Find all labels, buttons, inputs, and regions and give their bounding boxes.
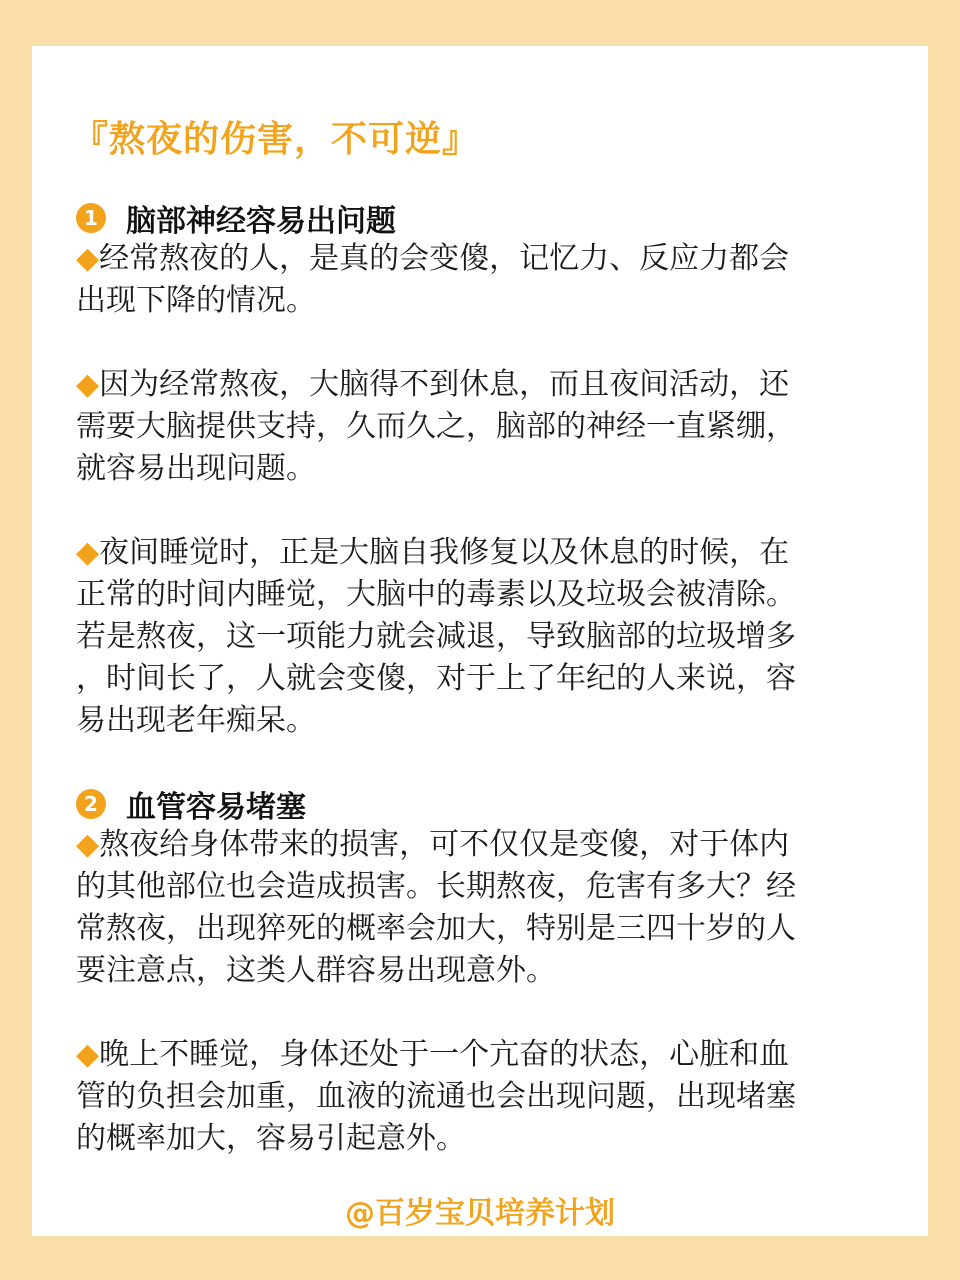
paragraph-line: 的其他部位也会造成损害。长期熬夜，危害有多大？经 xyxy=(76,869,796,904)
diamond-icon: ◆ xyxy=(76,535,100,570)
footer-handle: @百岁宝贝培养计划 xyxy=(345,1196,615,1231)
section-2-title: 血管容易堵塞 xyxy=(126,790,306,825)
section-1-title: 脑部神经容易出问题 xyxy=(126,204,396,239)
diamond-icon: ◆ xyxy=(76,827,100,862)
paragraph xyxy=(76,238,888,322)
paragraph-line: 若是熬夜，这一项能力就会减退，导致脑部的垃圾增多 xyxy=(76,619,796,654)
paragraph-line: 要注意点，这类人群容易出现意外。 xyxy=(76,953,556,988)
paragraph-line: ，时间长了，人就会变傻，对于上了年纪的人来说，容 xyxy=(76,661,796,696)
paragraph-line: 熬夜给身体带来的损害，可不仅仅是变傻，对于体内 xyxy=(99,827,790,862)
paragraph-line: 经常熬夜的人，是真的会变傻，记忆力、反应力都会 xyxy=(99,241,790,276)
paragraph xyxy=(76,1034,888,1160)
paragraph-line: 因为经常熬夜，大脑得不到休息，而且夜间活动，还 xyxy=(99,367,790,402)
paragraph-line: 正常的时间内睡觉，大脑中的毒素以及垃圾会被清除。 xyxy=(76,577,796,612)
paragraph-line: 的概率加大，容易引起意外。 xyxy=(76,1121,466,1156)
paragraph-line: 管的负担会加重，血液的流通也会出现问题，出现堵塞 xyxy=(76,1079,796,1114)
paragraph-line: 夜间睡觉时，正是大脑自我修复以及休息的时候，在 xyxy=(99,535,790,570)
section-1-header xyxy=(76,196,396,240)
paragraph-line: 易出现老年痴呆。 xyxy=(76,703,316,738)
number-1-icon: 1 xyxy=(76,203,106,233)
paragraph xyxy=(76,364,888,490)
diamond-icon: ◆ xyxy=(76,367,100,402)
number-2-icon: 2 xyxy=(76,789,106,819)
diamond-icon: ◆ xyxy=(76,241,100,276)
section-2-header xyxy=(76,782,306,826)
paragraph-line: 需要大脑提供支持，久而久之，脑部的神经一直紧绷， xyxy=(76,409,796,444)
page-title: 『熬夜的伤害，不可逆』 xyxy=(72,119,480,160)
paragraph-line: 就容易出现问题。 xyxy=(76,451,316,486)
paragraph xyxy=(76,824,888,992)
paragraph-line: 晚上不睡觉，身体还处于一个亢奋的状态，心脏和血 xyxy=(99,1037,790,1072)
paragraph xyxy=(76,532,888,742)
paragraph-line: 出现下降的情况。 xyxy=(76,283,316,318)
paragraph-line: 常熬夜，出现猝死的概率会加大，特别是三四十岁的人 xyxy=(76,911,796,946)
diamond-icon: ◆ xyxy=(76,1037,100,1072)
